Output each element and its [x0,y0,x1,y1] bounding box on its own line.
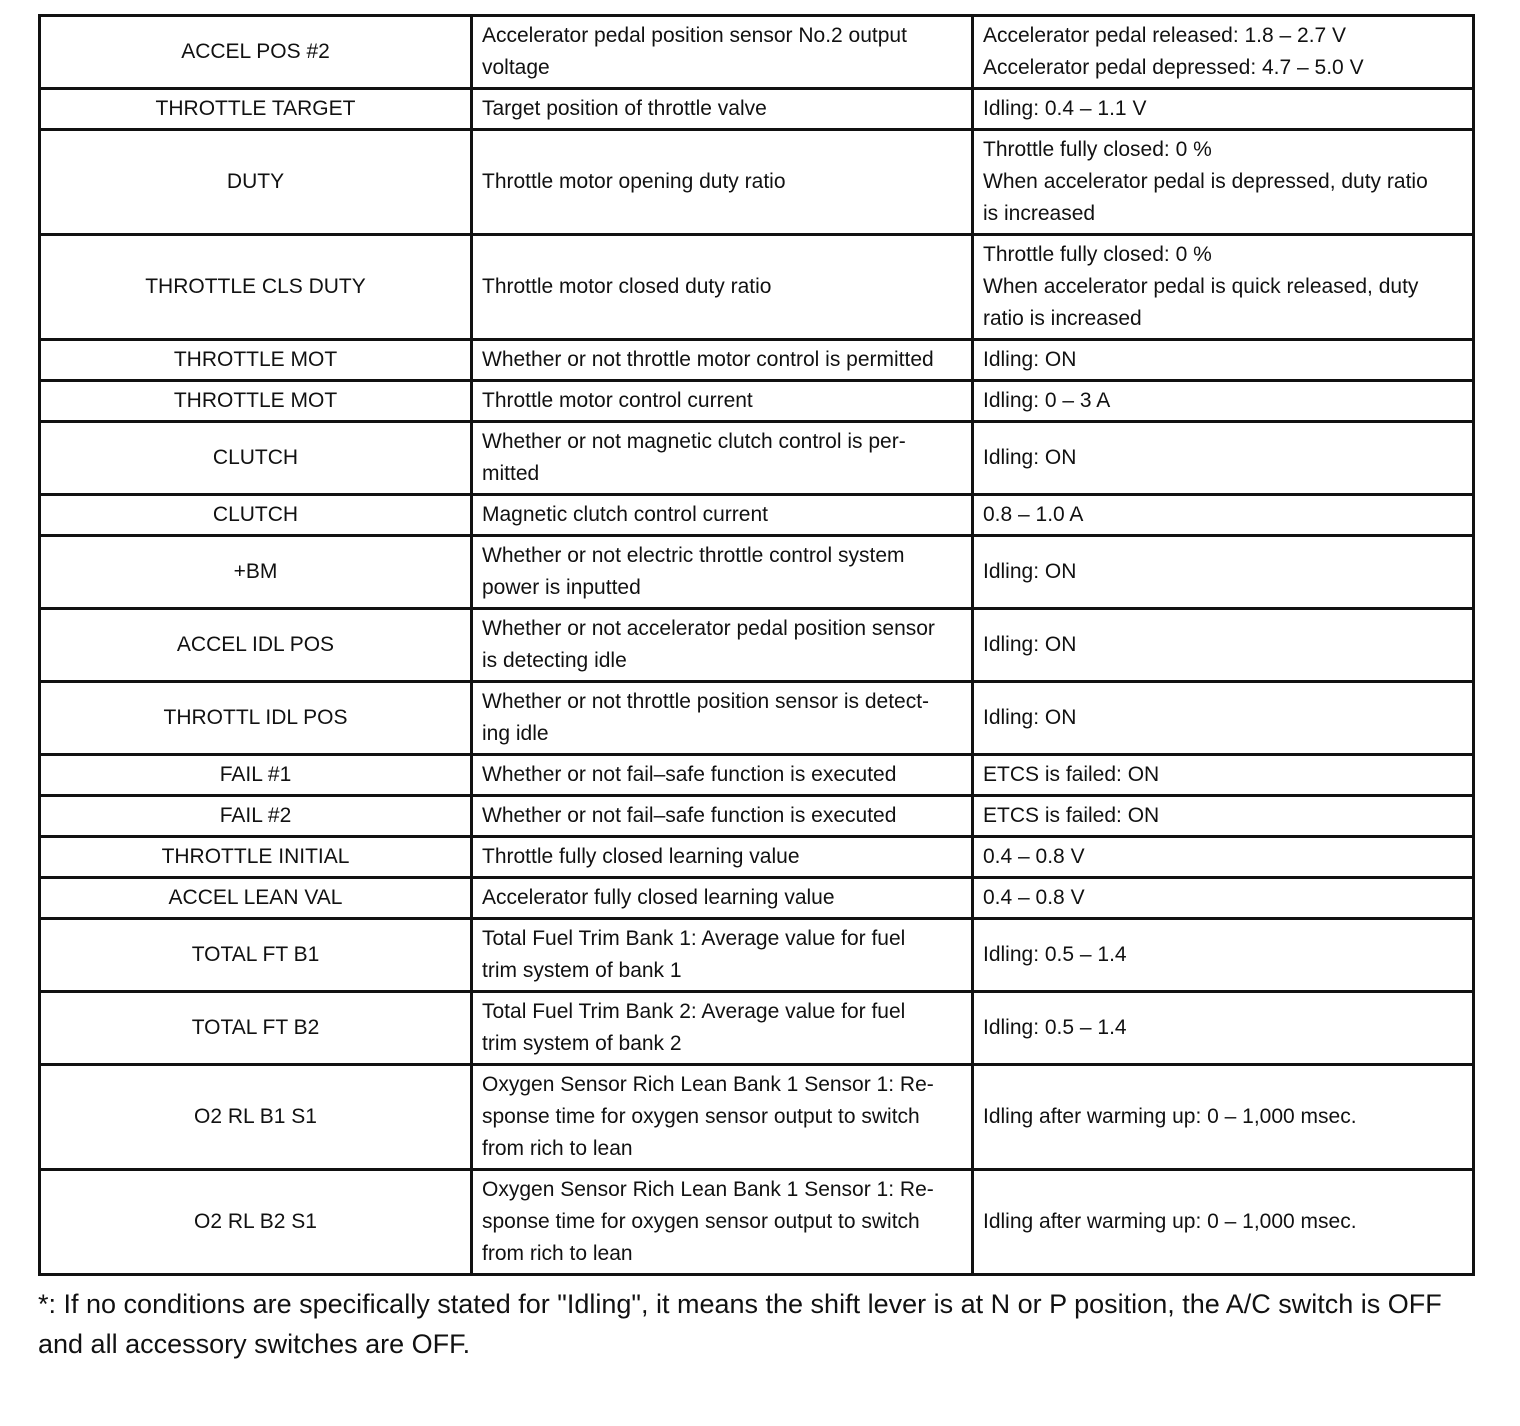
normal-condition-cell [973,755,1474,796]
normal-condition-line: is increased [983,202,1096,225]
measurement-item-cell [472,536,973,609]
measurement-item-cell [472,755,973,796]
measurement-item-cell [472,16,973,89]
measurement-item-cell [472,422,973,495]
item-name-cell: DUTY [40,130,472,235]
table-row [40,422,1474,495]
normal-condition-cell [973,992,1474,1065]
table-row [40,992,1474,1065]
table-row [40,837,1474,878]
measurement-item-cell [472,919,973,992]
measurement-item-cell [472,878,973,919]
normal-condition-line: Idling: 0.4 – 1.1 V [983,97,1147,120]
measurement-item-line: Whether or not electric throttle control system [482,544,905,567]
table-row [40,16,1474,89]
measurement-item-cell [472,89,973,130]
footnote: *: If no conditions are specifically stated for "Idling", it means the shift lever is at N or P position, the A/C switch is OFF and all accessory switches are OFF. [38,1289,1442,1359]
normal-condition-cell [973,536,1474,609]
normal-condition-line: Accelerator pedal depressed: 4.7 – 5.0 V [983,56,1364,79]
measurement-item-line: Target position of throttle valve [482,97,767,120]
normal-condition-line: Idling: 0.5 – 1.4 [983,1016,1127,1039]
table-row [40,89,1474,130]
normal-condition-line: Throttle fully closed: 0 % [983,138,1212,161]
measurement-item-cell [472,495,973,536]
normal-condition-line: 0.4 – 0.8 V [983,845,1085,868]
item-name-cell: THROTTLE MOT [40,381,472,422]
measurement-item-cell [472,796,973,837]
table-row [40,130,1474,235]
normal-condition-cell [973,381,1474,422]
measurement-item-cell [472,1170,973,1275]
table-row [40,609,1474,682]
table-row [40,1170,1474,1275]
normal-condition-cell [973,235,1474,340]
measurement-item-line: Whether or not fail–safe function is executed [482,763,897,786]
measurement-item-cell [472,609,973,682]
item-name-cell: O2 RL B1 S1 [40,1065,472,1170]
normal-condition-line: Accelerator pedal released: 1.8 – 2.7 V [983,24,1347,47]
table-row [40,495,1474,536]
normal-condition-line: Idling: ON [983,633,1077,656]
item-name-cell: ACCEL POS #2 [40,16,472,89]
normal-condition-cell [973,837,1474,878]
measurement-item-line: Accelerator fully closed learning value [482,886,835,909]
measurement-item-cell [472,992,973,1065]
normal-condition-line: When accelerator pedal is quick released, duty [983,275,1419,298]
normal-condition-line: Idling: 0 – 3 A [983,389,1111,412]
table-row [40,878,1474,919]
table-row [40,381,1474,422]
measurement-item-line: from rich to lean [482,1242,633,1265]
normal-condition-cell [973,1170,1474,1275]
measurement-item-cell [472,682,973,755]
measurement-item-line: Throttle motor control current [482,389,753,412]
normal-condition-line: When accelerator pedal is depressed, duty ratio [983,170,1428,193]
item-name-cell: THROTTL IDL POS [40,682,472,755]
item-name-cell: CLUTCH [40,422,472,495]
normal-condition-line: 0.4 – 0.8 V [983,886,1085,909]
table-row [40,796,1474,837]
table-row [40,235,1474,340]
measurement-item-line: Whether or not magnetic clutch control is per- [482,430,906,453]
normal-condition-cell [973,878,1474,919]
normal-condition-line: Throttle fully closed: 0 % [983,243,1212,266]
normal-condition-cell [973,89,1474,130]
table-row [40,536,1474,609]
normal-condition-line: ETCS is failed: ON [983,804,1160,827]
item-name-cell: THROTTLE MOT [40,340,472,381]
item-name-cell: CLUTCH [40,495,472,536]
measurement-item-line: Whether or not accelerator pedal position sensor [482,617,935,640]
measurement-item-line: Whether or not throttle motor control is permitted [482,348,934,371]
item-name-cell: TOTAL FT B1 [40,919,472,992]
normal-condition-cell [973,422,1474,495]
item-name-cell: TOTAL FT B2 [40,992,472,1065]
normal-condition-cell [973,340,1474,381]
item-name-cell: THROTTLE INITIAL [40,837,472,878]
normal-condition-cell [973,1065,1474,1170]
table-row [40,919,1474,992]
measurement-item-cell [472,235,973,340]
normal-condition-line: Idling after warming up: 0 – 1,000 msec. [983,1105,1357,1128]
diagnostic-data-sheet [38,14,1472,1364]
measurement-item-line: Throttle motor opening duty ratio [482,170,786,193]
normal-condition-line: Idling: ON [983,706,1077,729]
normal-condition-line: Idling: ON [983,446,1077,469]
normal-condition-cell [973,796,1474,837]
measurement-item-line: Oxygen Sensor Rich Lean Bank 1 Sensor 1: Re- [482,1073,934,1096]
measurement-item-line: Whether or not throttle position sensor is detect- [482,690,930,713]
normal-condition-cell [973,919,1474,992]
measurement-item-cell [472,837,973,878]
measurement-item-line: trim system of bank 1 [482,959,682,982]
item-name-cell: THROTTLE TARGET [40,89,472,130]
item-name-cell: +BM [40,536,472,609]
measurement-item-cell [472,381,973,422]
normal-condition-line: Idling: ON [983,348,1077,371]
item-name-cell: ACCEL IDL POS [40,609,472,682]
measurement-item-line: power is inputted [482,576,641,599]
table-row [40,682,1474,755]
normal-condition-line: Idling after warming up: 0 – 1,000 msec. [983,1210,1357,1233]
measurement-item-line: is detecting idle [482,649,627,672]
normal-condition-line: ETCS is failed: ON [983,763,1160,786]
normal-condition-cell [973,609,1474,682]
table-row [40,340,1474,381]
measurement-item-line: from rich to lean [482,1137,633,1160]
item-name-cell: FAIL #1 [40,755,472,796]
normal-condition-line: Idling: 0.5 – 1.4 [983,943,1127,966]
measurement-item-cell [472,340,973,381]
table-row [40,755,1474,796]
normal-condition-line: ratio is increased [983,307,1142,330]
data-list-table [38,14,1475,1276]
normal-condition-line: Idling: ON [983,560,1077,583]
measurement-item-line: Throttle fully closed learning value [482,845,800,868]
measurement-item-line: ing idle [482,722,549,745]
normal-condition-cell [973,682,1474,755]
measurement-item-line: trim system of bank 2 [482,1032,682,1055]
item-name-cell: O2 RL B2 S1 [40,1170,472,1275]
measurement-item-line: sponse time for oxygen sensor output to switch [482,1210,920,1233]
measurement-item-cell [472,1065,973,1170]
measurement-item-line: Oxygen Sensor Rich Lean Bank 1 Sensor 1: Re- [482,1178,934,1201]
normal-condition-cell [973,130,1474,235]
measurement-item-line: Throttle motor closed duty ratio [482,275,772,298]
measurement-item-line: sponse time for oxygen sensor output to switch [482,1105,920,1128]
measurement-item-line: Accelerator pedal position sensor No.2 output [482,24,907,47]
table-row [40,1065,1474,1170]
measurement-item-line: Total Fuel Trim Bank 1: Average value for fuel [482,927,906,950]
measurement-item-line: voltage [482,56,550,79]
item-name-cell: FAIL #2 [40,796,472,837]
measurement-item-line: mitted [482,462,540,485]
measurement-item-cell [472,130,973,235]
measurement-item-line: Whether or not fail–safe function is executed [482,804,897,827]
normal-condition-cell [973,16,1474,89]
normal-condition-line: 0.8 – 1.0 A [983,503,1084,526]
normal-condition-cell [973,495,1474,536]
measurement-item-line: Magnetic clutch control current [482,503,768,526]
item-name-cell: THROTTLE CLS DUTY [40,235,472,340]
measurement-item-line: Total Fuel Trim Bank 2: Average value for fuel [482,1000,906,1023]
table-body [40,16,1474,1275]
item-name-cell: ACCEL LEAN VAL [40,878,472,919]
